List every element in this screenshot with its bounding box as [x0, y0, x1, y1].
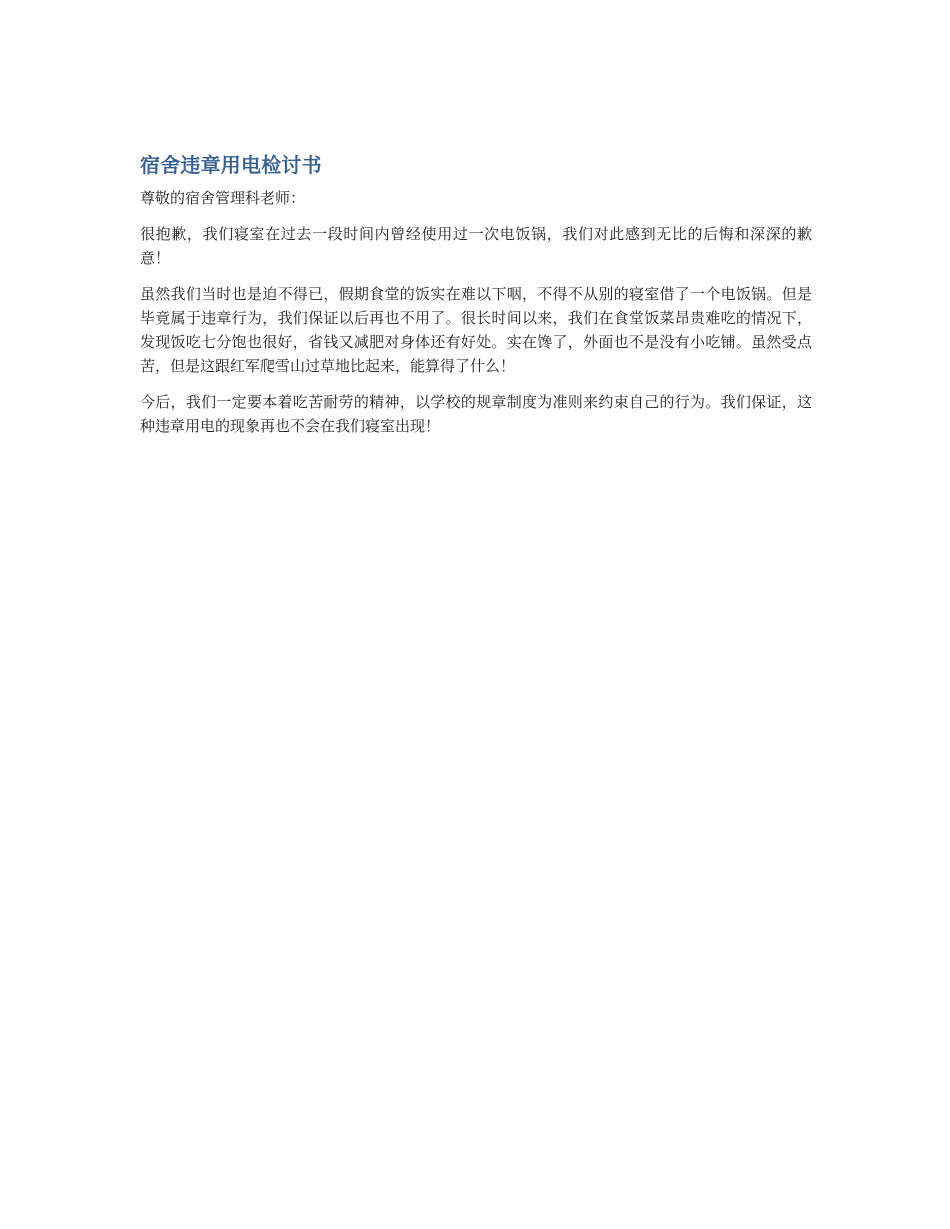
paragraph-explanation: 虽然我们当时也是迫不得已，假期食堂的饭实在难以下咽，不得不从别的寝室借了一个电饭锅。但是毕竟属于违章行为，我们保证以后再也不用了。很长时间以来，我们在食堂饭菜昂贵难吃的情况下，发现饭吃七分饱也很好，省钱又减肥对身体还有好处。实在馋了，外面也不是没有小吃铺。虽然受点苦，但是这跟红军爬雪山过草地比起来，能算得了什么！	[140, 285, 812, 375]
document-body	[140, 150, 812, 450]
paragraph-commitment: 今后，我们一定要本着吃苦耐劳的精神，以学校的规章制度为准则来约束自己的行为。我们保证，这种违章用电的现象再也不会在我们寝室出现！	[140, 393, 812, 435]
salutation: 尊敬的宿舍管理科老师：	[140, 189, 306, 207]
document-title: 宿舍违章用电检讨书	[140, 153, 322, 177]
paragraph-apology: 很抱歉，我们寝室在过去一段时间内曾经使用过一次电饭锅，我们对此感到无比的后悔和深深的歉意！	[140, 225, 812, 267]
